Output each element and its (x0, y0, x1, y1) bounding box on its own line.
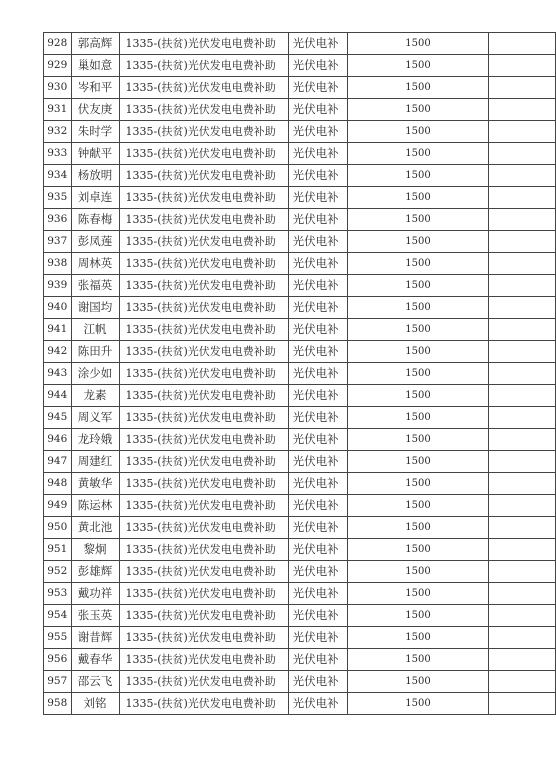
subsidy-type-cell: 光伏电补 (288, 99, 347, 121)
note-cell (489, 297, 556, 319)
row-number-cell: 941 (44, 319, 72, 341)
note-cell (489, 451, 556, 473)
name-cell: 彭雄辉 (71, 561, 119, 583)
row-number-cell: 953 (44, 583, 72, 605)
table-row (44, 649, 556, 671)
name-cell: 谢昔辉 (71, 627, 119, 649)
name-cell: 周林英 (71, 253, 119, 275)
subsidy-type-cell: 光伏电补 (288, 363, 347, 385)
name-cell: 黄北池 (71, 517, 119, 539)
name-cell: 戴春华 (71, 649, 119, 671)
table-row (44, 55, 556, 77)
note-cell (489, 649, 556, 671)
row-number-cell: 956 (44, 649, 72, 671)
note-cell (489, 517, 556, 539)
table-row (44, 121, 556, 143)
amount-cell: 1500 (347, 517, 488, 539)
subsidy-type-cell: 光伏电补 (288, 539, 347, 561)
amount-cell: 1500 (347, 363, 488, 385)
table-row (44, 517, 556, 539)
row-number-cell: 958 (44, 693, 72, 715)
row-number-cell: 950 (44, 517, 72, 539)
name-cell: 张玉英 (71, 605, 119, 627)
table-row (44, 385, 556, 407)
name-cell: 周建红 (71, 451, 119, 473)
table-row (44, 33, 556, 55)
row-number-cell: 929 (44, 55, 72, 77)
amount-cell: 1500 (347, 627, 488, 649)
subsidy-item-cell: 1335-(扶贫)光伏发电电费补助 (119, 385, 288, 407)
note-cell (489, 165, 556, 187)
subsidy-type-cell: 光伏电补 (288, 55, 347, 77)
subsidy-type-cell: 光伏电补 (288, 429, 347, 451)
note-cell (489, 539, 556, 561)
row-number-cell: 954 (44, 605, 72, 627)
amount-cell: 1500 (347, 231, 488, 253)
row-number-cell: 944 (44, 385, 72, 407)
name-cell: 刘卓连 (71, 187, 119, 209)
row-number-cell: 943 (44, 363, 72, 385)
name-cell: 涂少如 (71, 363, 119, 385)
row-number-cell: 940 (44, 297, 72, 319)
subsidy-type-cell: 光伏电补 (288, 143, 347, 165)
name-cell: 谢国均 (71, 297, 119, 319)
table-row (44, 297, 556, 319)
amount-cell: 1500 (347, 275, 488, 297)
subsidy-type-cell: 光伏电补 (288, 451, 347, 473)
table-row (44, 275, 556, 297)
subsidy-item-cell: 1335-(扶贫)光伏发电电费补助 (119, 671, 288, 693)
subsidy-type-cell: 光伏电补 (288, 561, 347, 583)
name-cell: 伏友庚 (71, 99, 119, 121)
amount-cell: 1500 (347, 605, 488, 627)
note-cell (489, 693, 556, 715)
amount-cell: 1500 (347, 693, 488, 715)
row-number-cell: 951 (44, 539, 72, 561)
amount-cell: 1500 (347, 55, 488, 77)
row-number-cell: 937 (44, 231, 72, 253)
name-cell: 钟献平 (71, 143, 119, 165)
row-number-cell: 955 (44, 627, 72, 649)
row-number-cell: 933 (44, 143, 72, 165)
table-row (44, 165, 556, 187)
table-row (44, 341, 556, 363)
amount-cell: 1500 (347, 385, 488, 407)
name-cell: 江帆 (71, 319, 119, 341)
table-row (44, 429, 556, 451)
name-cell: 刘铭 (71, 693, 119, 715)
amount-cell: 1500 (347, 187, 488, 209)
note-cell (489, 605, 556, 627)
subsidy-item-cell: 1335-(扶贫)光伏发电电费补助 (119, 517, 288, 539)
amount-cell: 1500 (347, 561, 488, 583)
table-row (44, 539, 556, 561)
name-cell: 周义军 (71, 407, 119, 429)
table-row (44, 209, 556, 231)
subsidy-type-cell: 光伏电补 (288, 517, 347, 539)
subsidy-type-cell: 光伏电补 (288, 319, 347, 341)
note-cell (489, 99, 556, 121)
subsidy-item-cell: 1335-(扶贫)光伏发电电费补助 (119, 297, 288, 319)
table-row (44, 99, 556, 121)
subsidy-type-cell: 光伏电补 (288, 495, 347, 517)
amount-cell: 1500 (347, 341, 488, 363)
row-number-cell: 931 (44, 99, 72, 121)
subsidy-type-cell: 光伏电补 (288, 209, 347, 231)
subsidy-type-cell: 光伏电补 (288, 605, 347, 627)
subsidy-item-cell: 1335-(扶贫)光伏发电电费补助 (119, 55, 288, 77)
amount-cell: 1500 (347, 539, 488, 561)
note-cell (489, 319, 556, 341)
subsidy-item-cell: 1335-(扶贫)光伏发电电费补助 (119, 363, 288, 385)
note-cell (489, 55, 556, 77)
amount-cell: 1500 (347, 143, 488, 165)
amount-cell: 1500 (347, 583, 488, 605)
amount-cell: 1500 (347, 209, 488, 231)
table-row (44, 407, 556, 429)
table-row (44, 143, 556, 165)
name-cell: 陈田升 (71, 341, 119, 363)
table-row (44, 605, 556, 627)
subsidy-type-cell: 光伏电补 (288, 297, 347, 319)
name-cell: 龙玲娥 (71, 429, 119, 451)
name-cell: 岑和平 (71, 77, 119, 99)
row-number-cell: 946 (44, 429, 72, 451)
subsidy-item-cell: 1335-(扶贫)光伏发电电费补助 (119, 649, 288, 671)
note-cell (489, 187, 556, 209)
subsidy-item-cell: 1335-(扶贫)光伏发电电费补助 (119, 429, 288, 451)
table-row (44, 253, 556, 275)
note-cell (489, 583, 556, 605)
amount-cell: 1500 (347, 649, 488, 671)
subsidy-type-cell: 光伏电补 (288, 253, 347, 275)
subsidy-table (43, 32, 556, 715)
row-number-cell: 947 (44, 451, 72, 473)
row-number-cell: 938 (44, 253, 72, 275)
row-number-cell: 935 (44, 187, 72, 209)
subsidy-type-cell: 光伏电补 (288, 649, 347, 671)
table-row (44, 693, 556, 715)
subsidy-item-cell: 1335-(扶贫)光伏发电电费补助 (119, 165, 288, 187)
subsidy-item-cell: 1335-(扶贫)光伏发电电费补助 (119, 99, 288, 121)
subsidy-item-cell: 1335-(扶贫)光伏发电电费补助 (119, 583, 288, 605)
name-cell: 杨放明 (71, 165, 119, 187)
subsidy-type-cell: 光伏电补 (288, 77, 347, 99)
subsidy-item-cell: 1335-(扶贫)光伏发电电费补助 (119, 561, 288, 583)
table-row (44, 231, 556, 253)
amount-cell: 1500 (347, 495, 488, 517)
subsidy-type-cell: 光伏电补 (288, 473, 347, 495)
amount-cell: 1500 (347, 99, 488, 121)
amount-cell: 1500 (347, 77, 488, 99)
subsidy-type-cell: 光伏电补 (288, 231, 347, 253)
subsidy-item-cell: 1335-(扶贫)光伏发电电费补助 (119, 77, 288, 99)
subsidy-item-cell: 1335-(扶贫)光伏发电电费补助 (119, 495, 288, 517)
row-number-cell: 957 (44, 671, 72, 693)
note-cell (489, 473, 556, 495)
amount-cell: 1500 (347, 165, 488, 187)
table-row (44, 627, 556, 649)
table-row (44, 671, 556, 693)
amount-cell: 1500 (347, 33, 488, 55)
amount-cell: 1500 (347, 297, 488, 319)
amount-cell: 1500 (347, 671, 488, 693)
note-cell (489, 33, 556, 55)
note-cell (489, 341, 556, 363)
amount-cell: 1500 (347, 451, 488, 473)
row-number-cell: 942 (44, 341, 72, 363)
subsidy-type-cell: 光伏电补 (288, 33, 347, 55)
note-cell (489, 363, 556, 385)
table-row (44, 363, 556, 385)
amount-cell: 1500 (347, 121, 488, 143)
subsidy-type-cell: 光伏电补 (288, 187, 347, 209)
name-cell: 龙素 (71, 385, 119, 407)
name-cell: 陈春梅 (71, 209, 119, 231)
table-row (44, 319, 556, 341)
note-cell (489, 77, 556, 99)
subsidy-item-cell: 1335-(扶贫)光伏发电电费补助 (119, 253, 288, 275)
subsidy-item-cell: 1335-(扶贫)光伏发电电费补助 (119, 209, 288, 231)
subsidy-item-cell: 1335-(扶贫)光伏发电电费补助 (119, 693, 288, 715)
subsidy-type-cell: 光伏电补 (288, 671, 347, 693)
subsidy-table-body (44, 33, 556, 715)
note-cell (489, 143, 556, 165)
table-row (44, 451, 556, 473)
name-cell: 朱时学 (71, 121, 119, 143)
name-cell: 巢如意 (71, 55, 119, 77)
row-number-cell: 934 (44, 165, 72, 187)
subsidy-type-cell: 光伏电补 (288, 385, 347, 407)
note-cell (489, 407, 556, 429)
name-cell: 彭凤莲 (71, 231, 119, 253)
name-cell: 黄敏华 (71, 473, 119, 495)
subsidy-type-cell: 光伏电补 (288, 165, 347, 187)
name-cell: 邵云飞 (71, 671, 119, 693)
note-cell (489, 231, 556, 253)
subsidy-item-cell: 1335-(扶贫)光伏发电电费补助 (119, 627, 288, 649)
row-number-cell: 939 (44, 275, 72, 297)
subsidy-item-cell: 1335-(扶贫)光伏发电电费补助 (119, 539, 288, 561)
name-cell: 郭高辉 (71, 33, 119, 55)
table-row (44, 473, 556, 495)
subsidy-type-cell: 光伏电补 (288, 121, 347, 143)
subsidy-type-cell: 光伏电补 (288, 627, 347, 649)
name-cell: 陈运林 (71, 495, 119, 517)
subsidy-item-cell: 1335-(扶贫)光伏发电电费补助 (119, 319, 288, 341)
subsidy-type-cell: 光伏电补 (288, 693, 347, 715)
subsidy-item-cell: 1335-(扶贫)光伏发电电费补助 (119, 275, 288, 297)
amount-cell: 1500 (347, 473, 488, 495)
subsidy-item-cell: 1335-(扶贫)光伏发电电费补助 (119, 605, 288, 627)
subsidy-type-cell: 光伏电补 (288, 583, 347, 605)
note-cell (489, 253, 556, 275)
subsidy-item-cell: 1335-(扶贫)光伏发电电费补助 (119, 231, 288, 253)
subsidy-item-cell: 1335-(扶贫)光伏发电电费补助 (119, 33, 288, 55)
note-cell (489, 495, 556, 517)
note-cell (489, 121, 556, 143)
row-number-cell: 945 (44, 407, 72, 429)
subsidy-item-cell: 1335-(扶贫)光伏发电电费补助 (119, 407, 288, 429)
row-number-cell: 948 (44, 473, 72, 495)
note-cell (489, 561, 556, 583)
note-cell (489, 209, 556, 231)
note-cell (489, 385, 556, 407)
row-number-cell: 930 (44, 77, 72, 99)
subsidy-type-cell: 光伏电补 (288, 341, 347, 363)
name-cell: 黎炯 (71, 539, 119, 561)
row-number-cell: 952 (44, 561, 72, 583)
subsidy-item-cell: 1335-(扶贫)光伏发电电费补助 (119, 187, 288, 209)
amount-cell: 1500 (347, 319, 488, 341)
subsidy-item-cell: 1335-(扶贫)光伏发电电费补助 (119, 143, 288, 165)
note-cell (489, 429, 556, 451)
name-cell: 戴功祥 (71, 583, 119, 605)
subsidy-item-cell: 1335-(扶贫)光伏发电电费补助 (119, 473, 288, 495)
table-row (44, 495, 556, 517)
row-number-cell: 928 (44, 33, 72, 55)
subsidy-type-cell: 光伏电补 (288, 407, 347, 429)
name-cell: 张福英 (71, 275, 119, 297)
table-row (44, 77, 556, 99)
row-number-cell: 932 (44, 121, 72, 143)
subsidy-item-cell: 1335-(扶贫)光伏发电电费补助 (119, 451, 288, 473)
table-row (44, 583, 556, 605)
row-number-cell: 936 (44, 209, 72, 231)
note-cell (489, 275, 556, 297)
amount-cell: 1500 (347, 407, 488, 429)
subsidy-item-cell: 1335-(扶贫)光伏发电电费补助 (119, 341, 288, 363)
row-number-cell: 949 (44, 495, 72, 517)
subsidy-type-cell: 光伏电补 (288, 275, 347, 297)
note-cell (489, 671, 556, 693)
table-row (44, 561, 556, 583)
subsidy-item-cell: 1335-(扶贫)光伏发电电费补助 (119, 121, 288, 143)
amount-cell: 1500 (347, 429, 488, 451)
table-row (44, 187, 556, 209)
note-cell (489, 627, 556, 649)
amount-cell: 1500 (347, 253, 488, 275)
